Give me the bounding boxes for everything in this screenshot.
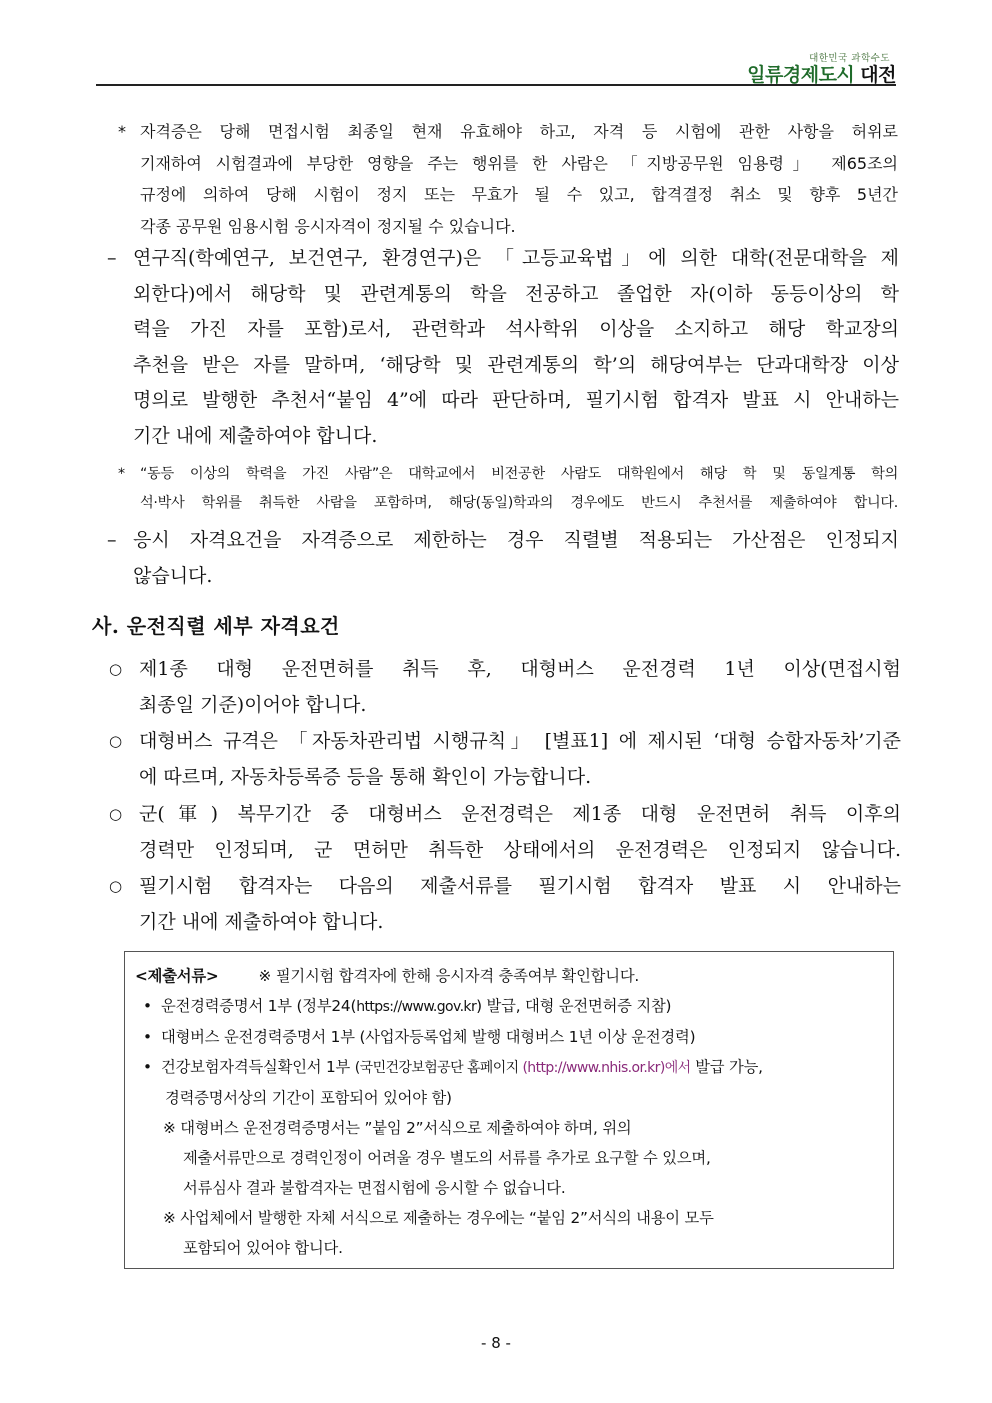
logo-title xyxy=(747,64,896,86)
logo-title-text: 일류경제도시 xyxy=(747,64,855,86)
doc-item-driving-record xyxy=(135,991,885,1022)
dash1-line-3: 력을 가진 자를 포함)로서, 관련학과 석사학위 이상을 소지하고 해당 학교장의 xyxy=(133,318,899,340)
requirement-item xyxy=(109,724,901,795)
note1-line-4: 각종 공무원 임용시험 응시자격이 정지될 수 있습니다. xyxy=(140,216,516,236)
requirement-line: 제1종 대형 운전면허를 취득 후, 대형버스 운전경력 1년 이상(면접시험 xyxy=(139,658,901,680)
doc-item-bus-record xyxy=(135,1022,885,1052)
dash1-line-2: 외한다)에서 해당학 및 관련계통의 학을 전공하고 졸업한 자(이하 동등이상의 학 xyxy=(133,282,899,305)
doc-item-text: 발급 가능, xyxy=(690,1058,763,1076)
logo-city: 대전 xyxy=(860,64,896,86)
requirement-line: 기간 내에 제출하여야 합니다. xyxy=(139,910,384,933)
note2-line-1: “동등 이상의 학력을 가진 사람”은 대학교에서 비전공한 사람도 대학원에서 해당 학 및 동일계통 학의 xyxy=(140,466,898,482)
requirement-line: 대형버스 규격은 「자동차관리법 시행규칙」 [별표1] 에 제시된 ‘대형 승합자동차’기준 xyxy=(139,730,901,752)
reference-line: 서류심사 결과 불합격자는 면접시험에 응시할 수 없습니다. xyxy=(183,1179,566,1197)
doc-item-text: 운전경력증명서 1부 (정부24( xyxy=(161,997,357,1015)
logo-subtitle: 대한민국 과학수도 xyxy=(809,53,890,64)
reference-line: 포함되어 있어야 합니다. xyxy=(183,1239,343,1257)
doc-item-text: 대형버스 운전경력증명서 1부 (사업자등록업체 발행 대형버스 1년 이상 운전경력) xyxy=(161,1028,696,1046)
doc-item-insurance-record xyxy=(135,1052,885,1083)
requirement-line: 경력만 인정되며, 군 면허만 취득한 상태에서의 운전경력은 인정되지 않습니다. xyxy=(139,838,901,861)
circle-bullet-icon: ○ xyxy=(109,877,123,895)
requirement-line: 에 따르며, 자동차등록증 등을 통해 확인이 가능합니다. xyxy=(139,765,592,788)
doc-reference-note xyxy=(135,1203,885,1233)
requirement-line: 필기시험 합격자는 다음의 제출서류를 필기시험 합격자 발표 시 안내하는 xyxy=(139,875,901,897)
nhis-link[interactable]: (http://www.nhis.or.kr)에서 xyxy=(522,1060,691,1076)
city-logo xyxy=(747,50,896,86)
note-mark: * xyxy=(118,122,126,141)
bonus-points-note xyxy=(107,523,899,594)
doc-item-text: ) 발급, 대형 운전면허증 지참) xyxy=(476,997,672,1015)
doc-item-continuation xyxy=(135,1083,885,1113)
dash2-line-1: 응시 자격요건을 자격증으로 제한하는 경우 직렬별 적용되는 가산점은 인정되지 xyxy=(133,529,899,551)
doc-reference-note xyxy=(135,1143,885,1173)
docs-header xyxy=(135,961,885,991)
reference-line: 사업체에서 발행한 자체 서식으로 제출하는 경우에는 “붙임 2”서식의 내용이 모두 xyxy=(180,1209,714,1227)
dash1-line-1: 연구직(학예연구, 보건연구, 환경연구)은 「고등교육법」에 의한 대학(전문대학을 제 xyxy=(133,247,899,269)
docs-label: <제출서류> xyxy=(135,967,219,985)
note-mark: * xyxy=(118,466,125,482)
requirement-item xyxy=(109,869,901,940)
dash1-line-5: 명의로 발행한 추천서“붙임 4”에 따라 판단하며, 필기시험 합격자 발표 시 안내하는 xyxy=(133,389,899,411)
circle-bullet-icon: ○ xyxy=(109,805,123,823)
reference-line: 제출서류만으로 경력인정이 어려울 경우 별도의 서류를 추가로 요구할 수 있으며, xyxy=(183,1149,711,1167)
dash-mark: – xyxy=(107,529,117,551)
reference-mark: ※ xyxy=(163,1119,176,1137)
note1-line-2: 기재하여 시험결과에 부당한 영향을 주는 행위를 한 사람은 「지방공무원 임용령」 제65조의 xyxy=(140,153,898,173)
doc-item-text: 건강보험자격득실확인서 1부 xyxy=(161,1058,355,1076)
requirement-line: 최종일 기준)이어야 합니다. xyxy=(139,693,367,716)
dash2-line-2: 않습니다. xyxy=(133,564,213,587)
note1-line-1: 자격증은 당해 면접시험 최종일 현재 유효해야 하고, 자격 등 시험에 관한 사항을 허위로 xyxy=(140,122,898,141)
doc-reference-note xyxy=(135,1173,885,1203)
bullet-icon: • xyxy=(143,1028,152,1046)
note-certificate-validity xyxy=(118,116,898,242)
doc-item-text: 경력증명서상의 기간이 포함되어 있어야 함) xyxy=(165,1089,452,1107)
doc-item-org: (국민건강보험공단 홈페이지 xyxy=(354,1060,523,1076)
reference-mark: ※ xyxy=(163,1209,176,1227)
bullet-icon: • xyxy=(143,997,152,1015)
doc-reference-note xyxy=(135,1233,885,1263)
note-equivalent-education xyxy=(118,460,898,518)
page-number: - 8 - xyxy=(481,1334,511,1352)
note2-line-2: 석·박사 학위를 취득한 사람을 포함하며, 해당(동일)학과의 경우에도 반드시 추천서를 제출하여야 합니다. xyxy=(140,495,898,511)
dash1-line-6: 기간 내에 제출하여야 합니다. xyxy=(133,424,378,447)
required-documents-box xyxy=(124,951,894,1269)
section-title: 사. 운전직렬 세부 자격요건 xyxy=(92,614,340,638)
doc-reference-note xyxy=(135,1113,885,1143)
requirement-item xyxy=(109,797,901,868)
requirement-item xyxy=(109,652,901,723)
gov-link[interactable]: https://www.gov.kr xyxy=(356,999,477,1015)
bullet-icon: • xyxy=(143,1058,152,1076)
requirement-line: 군(軍) 복무기간 중 대형버스 운전경력은 제1종 대형 운전면허 취득 이후의 xyxy=(139,803,901,825)
circle-bullet-icon: ○ xyxy=(109,732,123,750)
dash-mark: – xyxy=(107,247,117,269)
research-position-requirements xyxy=(107,241,899,454)
reference-line: 대형버스 운전경력증명서는 ”붙임 2”서식으로 제출하여야 하며, 위의 xyxy=(180,1119,632,1137)
docs-header-note: ※ 필기시험 합격자에 한해 응시자격 충족여부 확인합니다. xyxy=(258,967,640,985)
note1-line-3: 규정에 의하여 당해 시험이 정지 또는 무효가 될 수 있고, 합격결정 취소 및 향후 5년간 xyxy=(140,185,898,204)
dash1-line-4: 추천을 받은 자를 말하며, ‘해당학 및 관련계통의 학’의 해당여부는 단과대학장 이상 xyxy=(133,353,899,376)
header-rule xyxy=(96,84,896,86)
circle-bullet-icon: ○ xyxy=(109,660,123,678)
